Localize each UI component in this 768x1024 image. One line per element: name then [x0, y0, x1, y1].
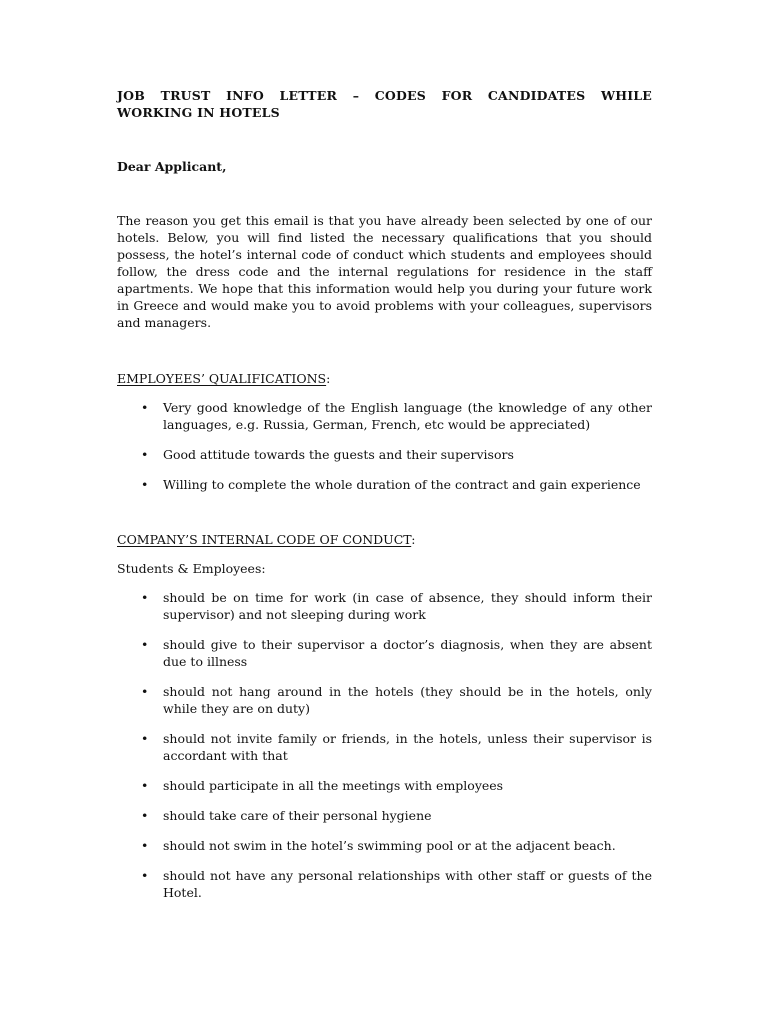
- bullet-icon: •: [141, 637, 149, 652]
- bullet-icon: •: [141, 477, 149, 492]
- bullet-icon: •: [141, 590, 149, 605]
- list-item: [117, 683, 652, 717]
- qualifications-list: [117, 399, 652, 493]
- list-item-text: Good attitude towards the guests and their supervisors: [163, 447, 514, 462]
- list-item: [117, 837, 652, 854]
- bullet-icon: •: [141, 400, 149, 415]
- bullet-icon: •: [141, 778, 149, 793]
- list-item-text: Willing to complete the whole duration of the contract and gain experience: [163, 477, 641, 492]
- list-item: [117, 636, 652, 670]
- list-item-text: should not swim in the hotel’s swimming pool or at the adjacent beach.: [163, 838, 616, 853]
- conduct-heading-text: COMPANY’S INTERNAL CODE OF CONDUCT: [117, 532, 412, 547]
- document-title-line-2: WORKING IN HOTELS: [117, 105, 280, 120]
- list-item: [117, 807, 652, 824]
- qualifications-heading: [117, 370, 652, 387]
- qualifications-heading-colon: :: [326, 371, 331, 386]
- intro-paragraph: The reason you get this email is that you have already been selected by one of our hotels. Below, you will find listed the necessary qualifications that you should possess, the hotel’s internal code of conduct which students and employees should follow, the dress code and the internal regulations for residence in the staff apartments. We hope that this information would help you during your future work in Greece and would make you to avoid problems with your colleagues, supervisors and managers.: [117, 213, 652, 330]
- list-item-text: should take care of their personal hygiene: [163, 808, 432, 823]
- bullet-icon: •: [141, 838, 149, 853]
- document-title-line-1: JOB TRUST INFO LETTER – CODES FOR CANDIDATES WHILE: [117, 88, 652, 103]
- list-item: [117, 589, 652, 623]
- list-item-text: should participate in all the meetings with employees: [163, 778, 504, 793]
- list-item-text: should not invite family or friends, in the hotels, unless their supervisor is accordant with that: [163, 731, 652, 763]
- list-item: [117, 399, 652, 433]
- conduct-list: [117, 589, 652, 901]
- bullet-icon: •: [141, 868, 149, 883]
- greeting: Dear Applicant,: [117, 159, 227, 174]
- list-item: [117, 446, 652, 463]
- list-item-text: should not hang around in the hotels (they should be in the hotels, only while they are on duty): [163, 684, 652, 716]
- bullet-icon: •: [141, 447, 149, 462]
- list-item-text: Very good knowledge of the English language (the knowledge of any other languages, e.g. Russia, German, French, etc would be appreciated): [163, 400, 652, 432]
- list-item: [117, 867, 652, 901]
- bullet-icon: •: [141, 808, 149, 823]
- list-item-text: should give to their supervisor a doctor’s diagnosis, when they are absent due to illness: [163, 637, 652, 669]
- conduct-heading-colon: :: [411, 532, 416, 547]
- bullet-icon: •: [141, 731, 149, 746]
- qualifications-heading-text: EMPLOYEES’ QUALIFICATIONS: [117, 371, 327, 386]
- document-page: [117, 87, 652, 901]
- document-title: [117, 87, 652, 121]
- bullet-icon: •: [141, 684, 149, 699]
- list-item-text: should be on time for work (in case of absence, they should inform their supervisor) and not sleeping during work: [163, 590, 652, 622]
- list-item-text: should not have any personal relationships with other staff or guests of the Hotel.: [163, 868, 652, 900]
- conduct-heading: [117, 531, 652, 548]
- list-item: [117, 777, 652, 794]
- list-item: [117, 730, 652, 764]
- conduct-subheading: Students & Employees:: [117, 561, 266, 576]
- list-item: [117, 476, 652, 493]
